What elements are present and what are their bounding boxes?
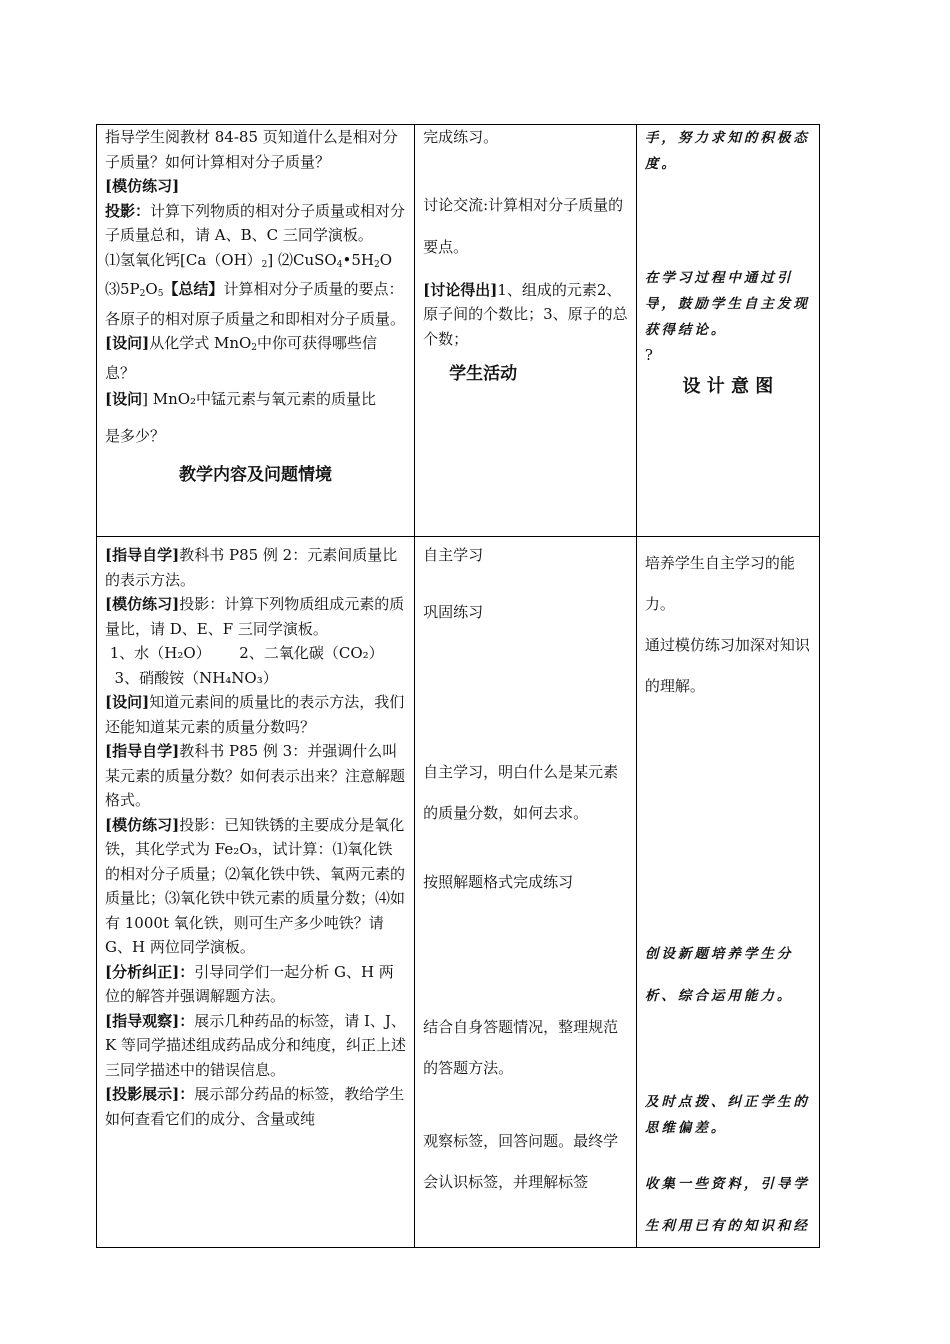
content-paragraph: [模仿练习]投影：已知铁锈的主要成分是氧化铁，其化学式为 Fe₂O₃，试计算：⑴氧化铁的相对分子质量；⑵氧化铁中铁、氧两元素的质量比；⑶氧化铁中铁元素的质量分数；⑷如有 1000t 氧化铁，则可生产多少吨铁？请 G、H 两位同学演板。 — [105, 815, 406, 956]
activity-text: 完成练习。 — [423, 128, 499, 146]
content-cell — [97, 125, 415, 537]
design-text: 收集一些资料，引导学生利用已有的知识和经 — [644, 1176, 810, 1234]
design-text: 手，努力求知的积极态度。 — [644, 130, 810, 172]
content-cell — [97, 537, 415, 1248]
section-label: [模仿练习] — [105, 177, 180, 195]
column-header: 学生活动 — [449, 364, 518, 384]
content-paragraph: [投影展示]：展示部分药品的标签，教给学生如何查看它们的成分、含量或纯 — [105, 1085, 405, 1128]
question-line: [设问]从化学式 MnO$_2$中你可获得哪些信息？ — [105, 334, 378, 382]
projection-label: 投影： — [105, 201, 151, 220]
design-cell — [636, 537, 819, 1248]
design-text: 通过模仿练习加深对知识的理解。 — [644, 636, 810, 695]
table-row — [97, 125, 820, 537]
formula-line: 1、水（H₂O） 2、二氧化碳（CO₂） — [105, 644, 384, 662]
design-text: 及时点拨、纠正学生的思维偏差。 — [644, 1094, 810, 1136]
lesson-plan-table — [96, 124, 820, 1248]
question-line-cont: 是多少？ — [105, 426, 166, 445]
content-paragraph: [模仿练习]投影：计算下列物质组成元素的质量比，请 D、E、F 三同学演板。 — [105, 595, 405, 638]
discussion-text: [讨论得出]1、组成的元素2、原子间的个数比；3、原子的总个数； — [423, 280, 628, 348]
table-row — [97, 537, 820, 1248]
activity-text: 观察标签，回答问题。最终学会认识标签，并理解标签 — [423, 1131, 619, 1191]
summary-line: $⑶5P_2O_5$【总结】计算相对分子质量的要点：各原子的相对原子质量之和即相对分子质量。 — [105, 280, 406, 328]
activity-text: 按照解题格式完成练习 — [423, 873, 574, 891]
formula-line: 3、硝酸铵（NH₄NO₃） — [105, 668, 278, 687]
activity-cell — [415, 125, 637, 537]
activity-text: 自主学习，明白什么是某元素的质量分数，如何去求。 — [423, 763, 619, 822]
activity-cell — [415, 537, 637, 1248]
intro-text: 指导学生阅教材 84-85 页知道什么是相对分子质量？如何计算相对分子质量？ — [105, 128, 398, 171]
question-line: [设问] MnO₂中锰元素与氧元素的质量比 — [105, 390, 377, 408]
content-paragraph: [分析纠正]：引导同学们一起分析 G、H 两位的解答并强调解题方法。 — [105, 962, 394, 1005]
formula-line: ⑴氢氧化钙$[Ca(OH)_2]$ $⑵CuSO_4•5H_2O$ — [105, 250, 392, 270]
design-mark: ? — [644, 346, 653, 364]
content-paragraph: [指导自学]教科书 P85 例 3：并强调什么叫某元素的质量分数？如何表示出来？注意解题格式。 — [105, 742, 406, 809]
projection-text: 计算下列物质的相对分子质量或相对分子质量总和，请 A、B、C 三同学演板。 — [105, 201, 406, 244]
design-cell — [636, 125, 819, 537]
column-header: 教学内容及问题情境 — [179, 465, 333, 485]
activity-text: 自主学习 — [423, 546, 484, 564]
content-paragraph: [指导观察]：展示几种药品的标签，请 I、J、K 等同学描述组成药品成分和纯度，纠正上述三同学描述中的错误信息。 — [105, 1011, 406, 1079]
design-text: 创设新题培养学生分析、综合运用能力。 — [644, 946, 794, 1004]
activity-text: 讨论交流:计算相对分子质量的要点。 — [423, 195, 624, 256]
column-header: 设 计 意 图 — [682, 375, 774, 397]
content-paragraph: [指导自学]教科书 P85 例 2：元素间质量比的表示方法。 — [105, 546, 398, 589]
content-paragraph: [设问]知道元素间的质量比的表示方法，我们还能知道某元素的质量分数吗？ — [105, 693, 405, 736]
design-text: 在学习过程中通过引导，鼓励学生自主发现获得结论。 — [644, 270, 810, 338]
design-text: 培养学生自主学习的能力。 — [644, 554, 795, 613]
activity-text: 结合自身答题情况，整理规范的答题方法。 — [423, 1017, 619, 1077]
activity-text: 巩固练习 — [423, 602, 484, 621]
